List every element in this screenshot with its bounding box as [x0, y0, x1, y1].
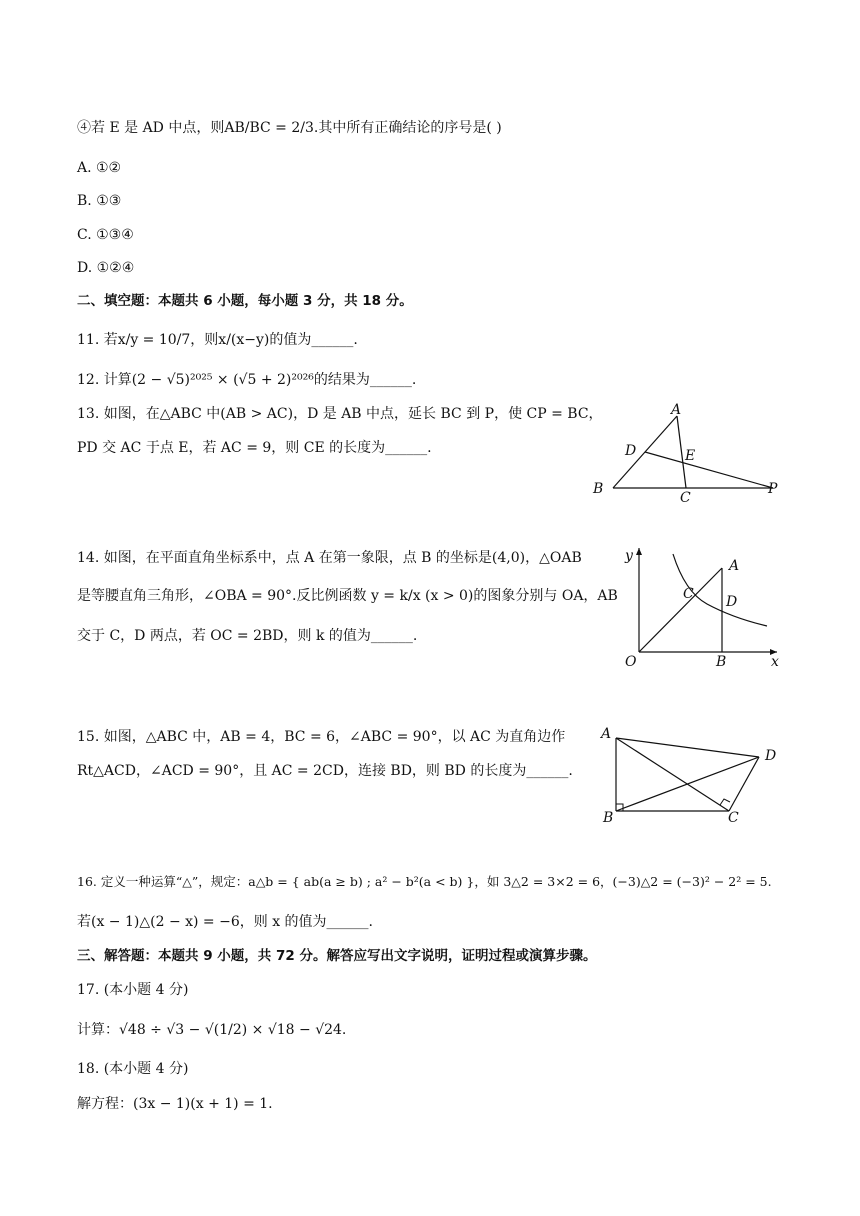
option-b: B. ①③ [77, 193, 122, 209]
q13-label-p: P [768, 481, 778, 497]
question-15-line2: Rt△ACD，∠ACD = 90°，且 AC = 2CD，连接 BD，则 BD 的长度为______. [77, 763, 573, 779]
q14-label-b: B [716, 654, 727, 670]
q14-label-y: y [625, 548, 633, 564]
question-17-body: 计算：√48 ÷ √3 − √(1/2) × √18 − √24. [77, 1022, 347, 1038]
q13-label-d: D [625, 443, 637, 459]
question-18-title: 18. (本小题 4 分) [77, 1061, 189, 1077]
question-16-line1: 16. 定义一种运算“△”，规定：a△b = { ab(a ≥ b) ; a² − b²(a < b) }，如 3△2 = 3×2 = 6，(−3)△2 = (−3)² − 2² = 5. [77, 874, 772, 889]
q15-label-c: C [728, 810, 739, 826]
question-13-line1: 13. 如图，在△ABC 中(AB > AC)，D 是 AB 中点，延长 BC 到 P，使 CP = BC， [77, 406, 603, 422]
question-14-line3: 交于 C，D 两点，若 OC = 2BD，则 k 的值为______. [77, 628, 418, 644]
q14-label-o: O [625, 654, 637, 670]
q10-tail: ④若 E 是 AD 中点，则AB/BC = 2/3.其中所有正确结论的序号是( ) [77, 120, 502, 136]
question-14-line2: 是等腰直角三角形，∠OBA = 90°.反比例函数 y = k/x (x > 0)的图象分别与 OA，AB [77, 588, 618, 604]
q15-label-a: A [601, 726, 612, 742]
option-d: D. ①②④ [77, 260, 135, 276]
question-12: 12. 计算(2 − √5)²⁰²⁵ × (√5 + 2)²⁰²⁶的结果为______. [77, 372, 417, 388]
q13-label-e: E [685, 448, 696, 464]
q14-label-a: A [729, 558, 740, 574]
q14-label-x: x [771, 654, 779, 670]
figure-q15 [595, 722, 790, 832]
section-3-heading: 三、解答题：本题共 9 小题，共 72 分。解答应写出文字说明，证明过程或演算步骤。 [77, 948, 597, 964]
q13-label-a: A [671, 402, 682, 418]
question-17-title: 17. (本小题 4 分) [77, 982, 189, 998]
q15-label-d: D [765, 748, 777, 764]
q13-label-c: C [680, 490, 691, 506]
q14-label-d: D [726, 594, 738, 610]
figure-q13 [585, 398, 785, 508]
question-16-line2: 若(x − 1)△(2 − x) = −6，则 x 的值为______. [77, 914, 373, 930]
option-a: A. ①② [77, 160, 122, 176]
figure-q14 [615, 540, 785, 675]
q13-label-b: B [593, 481, 604, 497]
q14-label-c: C [683, 586, 694, 602]
question-18-body: 解方程：(3x − 1)(x + 1) = 1. [77, 1096, 273, 1112]
q15-label-b: B [603, 810, 614, 826]
question-11: 11. 若x/y = 10/7，则x/(x−y)的值为______. [77, 332, 358, 348]
question-14-line1: 14. 如图，在平面直角坐标系中，点 A 在第一象限，点 B 的坐标是(4,0)，△OAB [77, 550, 582, 566]
question-15-line1: 15. 如图，△ABC 中，AB = 4，BC = 6，∠ABC = 90°，以 AC 为直角边作 [77, 729, 566, 745]
option-c: C. ①③④ [77, 227, 134, 243]
section-2-heading: 二、填空题：本题共 6 小题，每小题 3 分，共 18 分。 [77, 293, 413, 309]
question-13-line2: PD 交 AC 于点 E，若 AC = 9，则 CE 的长度为______. [77, 440, 432, 456]
